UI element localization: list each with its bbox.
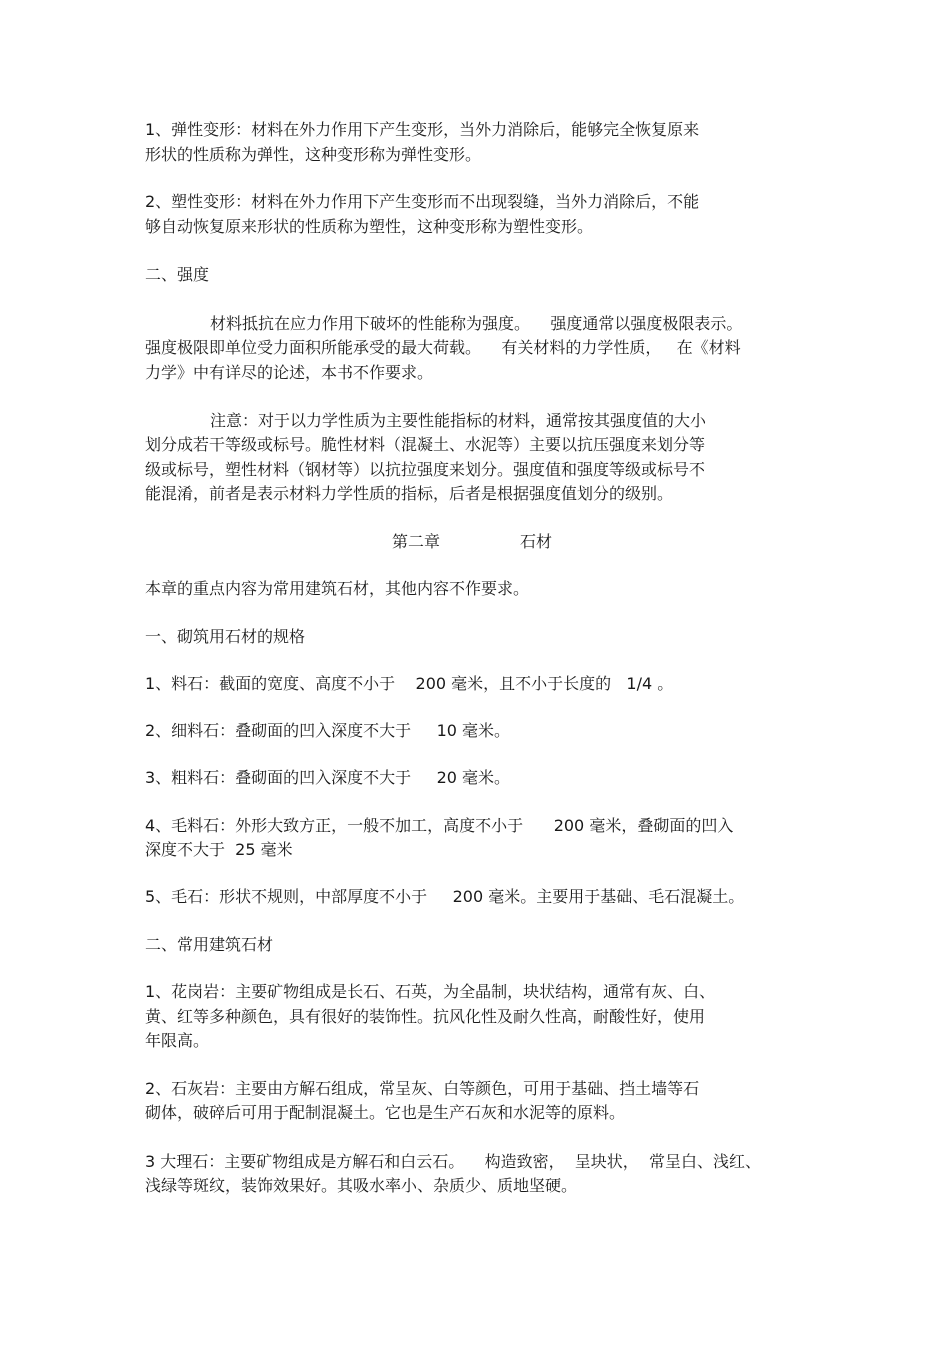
text-line: 1、弹性变形：材料在外力作用下产生变形，当外力消除后，能够完全恢复原来	[145, 120, 700, 139]
text-line: 注意：对于以力学性质为主要性能指标的材料，通常按其强度值的大小	[210, 411, 707, 430]
text-line: 黄、红等多种颜色，具有很好的装饰性。抗风化性及耐久性高，耐酸性好，使用	[145, 1007, 706, 1026]
text-line: 1、花岗岩：主要矿物组成是长石、石英，为全晶制，块状结构，通常有灰、白、	[145, 982, 716, 1001]
text-line: 2、细料石：叠砌面的凹入深度不大于 10 毫米。	[145, 721, 511, 740]
text-line: 砌体，破碎后可用于配制混凝土。它也是生产石灰和水泥等的原料。	[145, 1103, 626, 1122]
text-line: 2、塑性变形：材料在外力作用下产生变形而不出现裂缝，当外力消除后，不能	[145, 192, 700, 211]
text-line: 5、毛石：形状不规则，中部厚度不小于 200 毫米。主要用于基础、毛石混凝土。	[145, 887, 745, 906]
text-line: 1、料石：截面的宽度、高度不小于 200 毫米，且不小于长度的 1/4 。	[145, 674, 674, 693]
text-line: 深度不大于 25 毫米	[145, 840, 293, 859]
text-line: 3 大理石：主要矿物组成是方解石和白云石。 构造致密， 呈块状， 常呈白、浅红、	[145, 1152, 761, 1171]
text-line: 形状的性质称为弹性，这种变形称为弹性变形。	[145, 145, 482, 164]
text-line: 够自动恢复原来形状的性质称为塑性，这种变形称为塑性变形。	[145, 217, 594, 236]
text-line: 级或标号，塑性材料（钢材等）以抗拉强度来划分。强度值和强度等级或标号不	[145, 460, 706, 479]
text-line: 年限高。	[145, 1031, 210, 1050]
section-heading: 一、砌筑用石材的规格	[145, 627, 306, 646]
section-heading: 二、强度	[145, 265, 210, 284]
text-line: 2、石灰岩：主要由方解石组成，常呈灰、白等颜色，可用于基础、挡土墙等石	[145, 1079, 700, 1098]
chapter-title: 石材	[520, 532, 553, 551]
text-line: 力学》中有详尽的论述，本书不作要求。	[145, 363, 434, 382]
text-line: 材料抵抗在应力作用下破坏的性能称为强度。 强度通常以强度极限表示。	[210, 314, 743, 333]
text-line: 划分成若干等级或标号。脆性材料（混凝土、水泥等）主要以抗压强度来划分等	[145, 435, 706, 454]
text-line: 浅绿等斑纹，装饰效果好。其吸水率小、杂质少、质地坚硬。	[145, 1176, 578, 1195]
text-line: 本章的重点内容为常用建筑石材，其他内容不作要求。	[145, 579, 530, 598]
text-line: 3、粗料石：叠砌面的凹入深度不大于 20 毫米。	[145, 768, 511, 787]
text-line: 强度极限即单位受力面积所能承受的最大荷载。 有关材料的力学性质， 在《材料	[145, 338, 741, 357]
text-line: 4、毛料石：外形大致方正，一般不加工，高度不小于 200 毫米，叠砌面的凹入	[145, 816, 734, 835]
text-line: 能混淆，前者是表示材料力学性质的指标，后者是根据强度值划分的级别。	[145, 484, 674, 503]
chapter-number: 第二章	[392, 532, 441, 551]
section-heading: 二、常用建筑石材	[145, 935, 274, 954]
